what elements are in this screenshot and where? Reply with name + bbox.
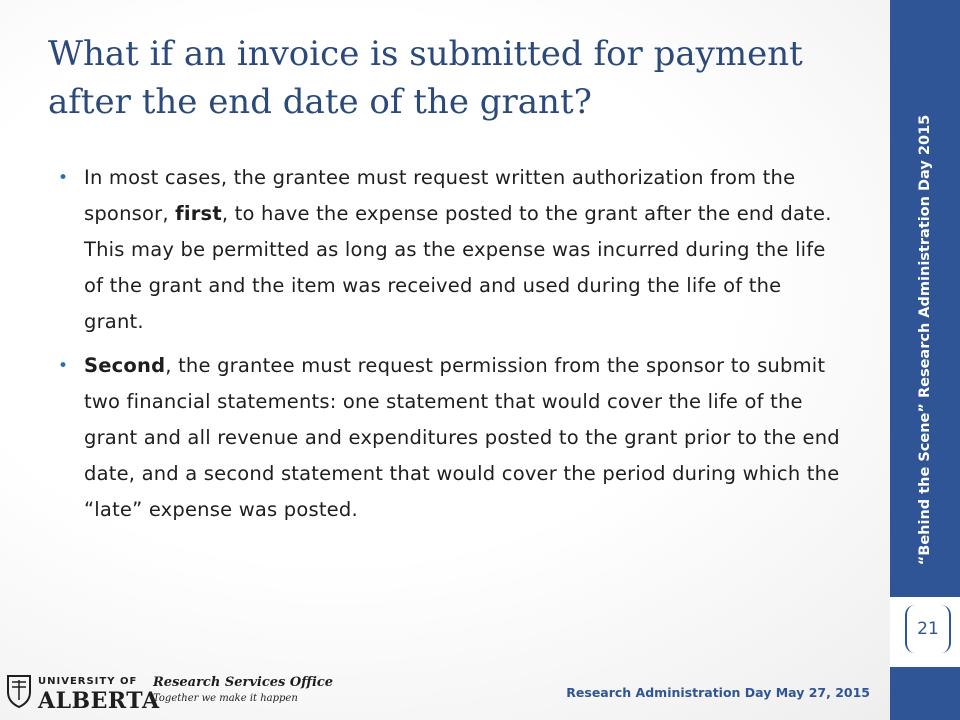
- slide-title: What if an invoice is submitted for payment after the end date of the grant?: [48, 34, 803, 122]
- logo-main-text: ALBERTA: [38, 688, 160, 714]
- bullet-text-post: , to have the expense posted to the grant after the end date. This may be permitted as long as the expense was incurred during the life of the grant and the item was received and used during the life of the grant.: [84, 202, 832, 333]
- office-name: Research Services Office: [153, 675, 334, 690]
- page-number: 21: [905, 605, 951, 653]
- footer-event-text: Research Administration Day May 27, 2015: [566, 685, 870, 700]
- bullet-text-pre: In most cases, the grantee must request written authorization from the sponsor,: [84, 166, 796, 225]
- bullet-icon: •: [58, 356, 69, 376]
- office-block: [153, 675, 353, 704]
- university-shield-icon: [6, 674, 32, 708]
- bullet-item: [56, 348, 846, 528]
- bullet-emphasis: Second: [84, 354, 166, 377]
- bullet-emphasis: first: [175, 202, 222, 225]
- sidebar-event-title: “Behind the Scene” Research Administration Day 2015: [917, 114, 933, 566]
- bullet-text-post: , the grantee must request permission from the sponsor to submit two financial statements: one statement that would cover the life of the grant and all revenue and expenditures posted to the grant prior to the end date, and a second statement that would cover the period during which the “late” expense was posted.: [84, 354, 840, 521]
- bullet-list: [56, 160, 846, 536]
- university-logo: [6, 672, 160, 716]
- logo-top-text: UNIVERSITY OF: [38, 676, 138, 687]
- bullet-item: [56, 160, 846, 340]
- office-tagline: Together we make it happen: [153, 693, 298, 704]
- bullet-icon: •: [58, 168, 69, 188]
